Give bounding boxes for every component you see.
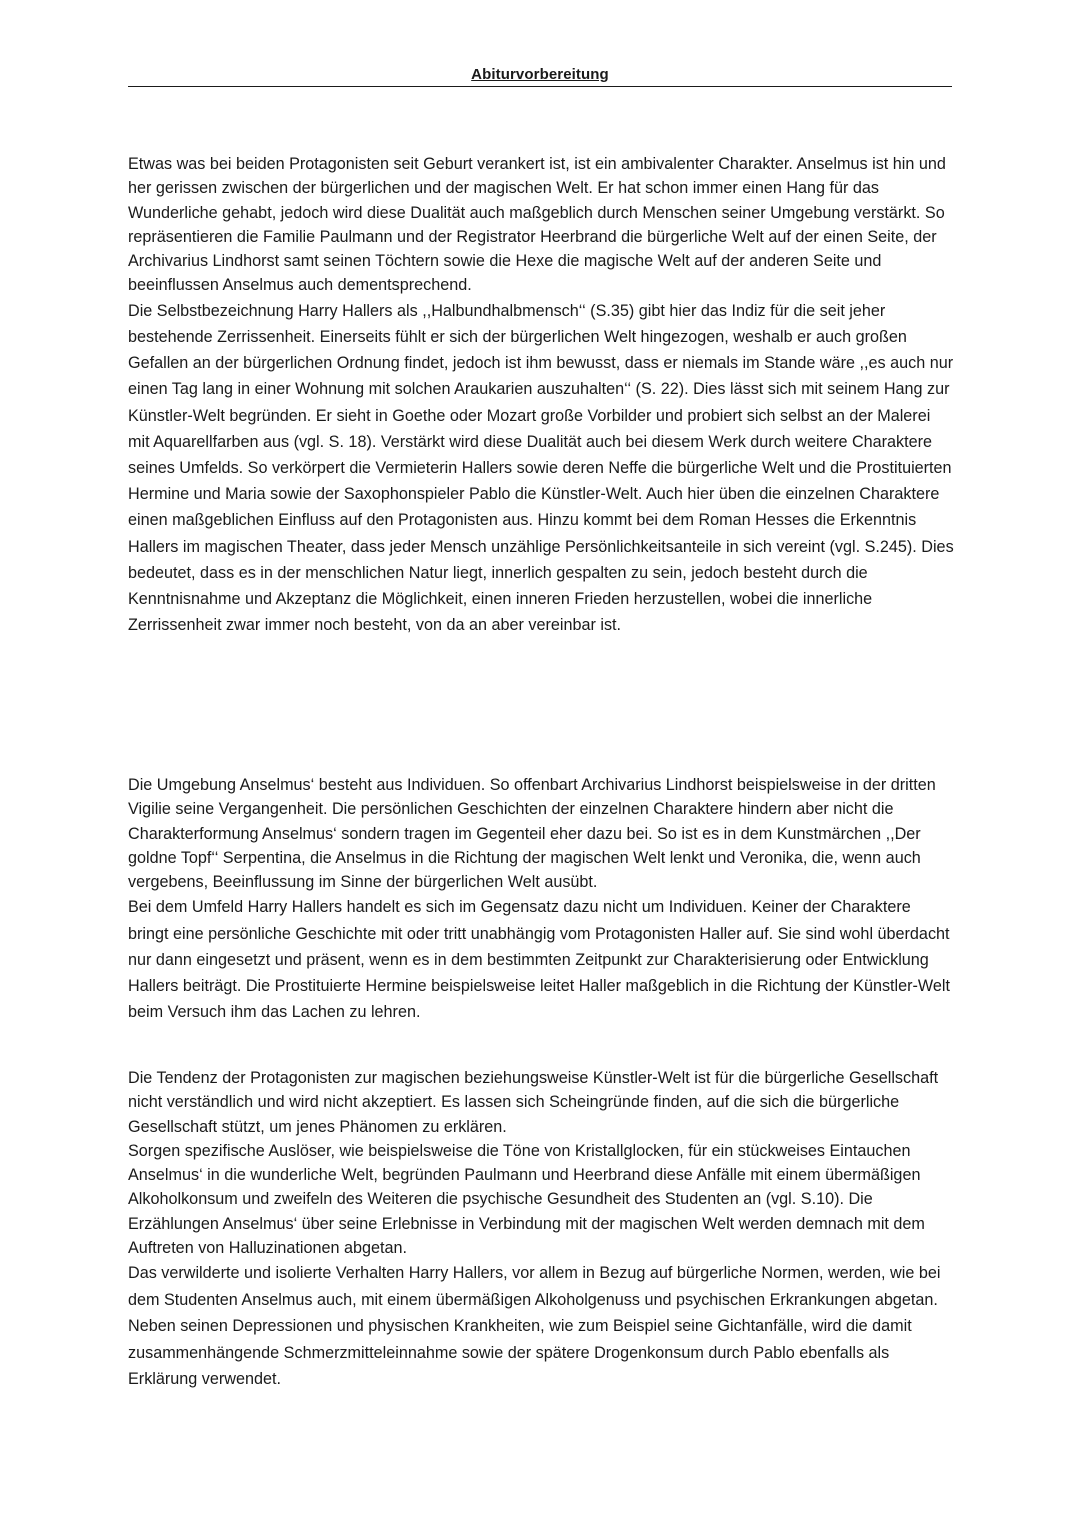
- paragraph: Die Selbstbezeichnung Harry Hallers als ,,Halbundhalbmensch‘‘ (S.35) gibt hier das Indiz für die seit jeher bestehende Zerrissenheit. Einerseits fühlt er sich der bürgerlichen Welt hingezogen, weshalb er auch großen Gefallen an der bürgerlichen Ordnung findet, jedoch ist ihm bewusst, dass er niemals im Stande wäre ,,es auch nur einen Tag lang in einer Wohnung mit solchen Araukarien auszuhalten‘‘ (S. 22). Dies lässt sich mit seinem Hang zur Künstler-Welt begründen. Er sieht in Goethe oder Mozart große Vorbilder und probiert sich selbst an der Malerei mit Aquarellfarben aus (vgl. S. 18). Verstärkt wird diese Dualität auch bei diesem Werk durch weitere Charaktere seines Umfelds. So verkörpert die Vermieterin Hallers sowie deren Neffe die bürgerliche Welt und die Prostituierten Hermine und Maria sowie der Saxophonspieler Pablo die Künstler-Welt. Auch hier üben die einzelnen Charaktere einen maßgeblichen Einfluss auf den Protagonisten aus. Hinzu kommt bei dem Roman Hesses die Erkenntnis Hallers im magischen Theater, dass jeder Mensch unzählige Persönlichkeitsanteile in sich vereint (vgl. S.245). Dies bedeutet, dass es in der menschlichen Natur liegt, innerlich gespalten zu sein, jedoch besteht durch die Kenntnisnahme und Akzeptanz die Möglichkeit, einen inneren Frieden herzustellen, wobei die innerliche Zerrissenheit zwar immer noch besteht, von da an aber vereinbar ist.: [128, 301, 954, 635]
- header-title: Abiturvorbereitung: [471, 66, 609, 83]
- paragraph: Das verwilderte und isolierte Verhalten Harry Hallers, vor allem in Bezug auf bürgerliche Normen, werden, wie bei dem Studenten Anselmus auch, mit einem übermäßigen Alkoholgenuss und psychischen Erkrankungen abgetan. Neben seinen Depressionen und physischen Krankheiten, wie zum Beispiel seine Gichtanfälle, wird die damit zusammenhängende Schmerzmitteleinnahme sowie der spätere Drogenkonsum durch Pablo ebenfalls als Erklärung verwendet.: [128, 1264, 941, 1389]
- paragraph: Sorgen spezifische Auslöser, wie beispielsweise die Töne von Kristallglocken, für ein stückweises Eintauchen Anselmus‘ in die wunderliche Welt, begründen Paulmann und Heerbrand diese Anfälle mit einem übermäßigen Alkoholkonsum und zweifeln des Weiteren die psychische Gesundheit des Studenten an (vgl. S.10). Die Erzählungen Anselmus‘ über seine Erlebnisse in Verbindung mit der magischen Welt werden demnach mit dem Auftreten von Halluzinationen abgetan.: [128, 1141, 925, 1258]
- paragraph: Die Tendenz der Protagonisten zur magischen beziehungsweise Künstler-Welt ist für die bürgerliche Gesellschaft nicht verständlich und wird nicht akzeptiert. Es lassen sich Scheingründe finden, auf die sich die bürgerliche Gesellschaft stützt, um jenes Phänomen zu erklären.: [128, 1069, 939, 1136]
- text-section-1: [128, 152, 954, 638]
- page-header: [128, 64, 952, 87]
- text-section-3: [128, 1066, 954, 1393]
- text-section-2: [128, 773, 954, 1026]
- paragraph: Etwas was bei beiden Protagonisten seit Geburt verankert ist, ist ein ambivalenter Charakter. Anselmus ist hin und her gerissen zwischen der bürgerlichen und der magischen Welt. Er hat schon immer einen Hang für das Wunderliche gehabt, jedoch wird diese Dualität auch maßgeblich durch Menschen seiner Umgebung verstärkt. So repräsentieren die Familie Paulmann und der Registrator Heerbrand die bürgerliche Welt auf der einen Seite, der Archivarius Lindhorst samt seinen Töchtern sowie die Hexe die magische Welt auf der anderen Seite und beeinflussen Anselmus auch dementsprechend.: [128, 155, 946, 295]
- paragraph: Bei dem Umfeld Harry Hallers handelt es sich im Gegensatz dazu nicht um Individuen. Keiner der Charaktere bringt eine persönliche Geschichte mit oder tritt unabhängig vom Protagonisten Haller auf. Sie sind wohl überdacht nur dann eingesetzt und präsent, wenn es in dem bestimmten Zeitpunkt zur Charakterisierung oder Entwicklung Hallers beiträgt. Die Prostituierte Hermine beispielsweise leitet Haller maßgeblich in die Richtung der Künstler-Welt beim Versuch ihm das Lachen zu lehren.: [128, 898, 951, 1022]
- paragraph: Die Umgebung Anselmus‘ besteht aus Individuen. So offenbart Archivarius Lindhorst beispielsweise in der dritten Vigilie seine Vergangenheit. Die persönlichen Geschichten der einzelnen Charaktere hindern aber nicht die Charakterformung Anselmus‘ sondern tragen im Gegenteil eher dazu bei. So ist es in dem Kunstmärchen ,,Der goldne Topf‘‘ Serpentina, die Anselmus in die Richtung der magischen Welt lenkt und Veronika, die, wenn auch vergebens, Beeinflussung im Sinne der bürgerlichen Welt ausübt.: [128, 776, 936, 892]
